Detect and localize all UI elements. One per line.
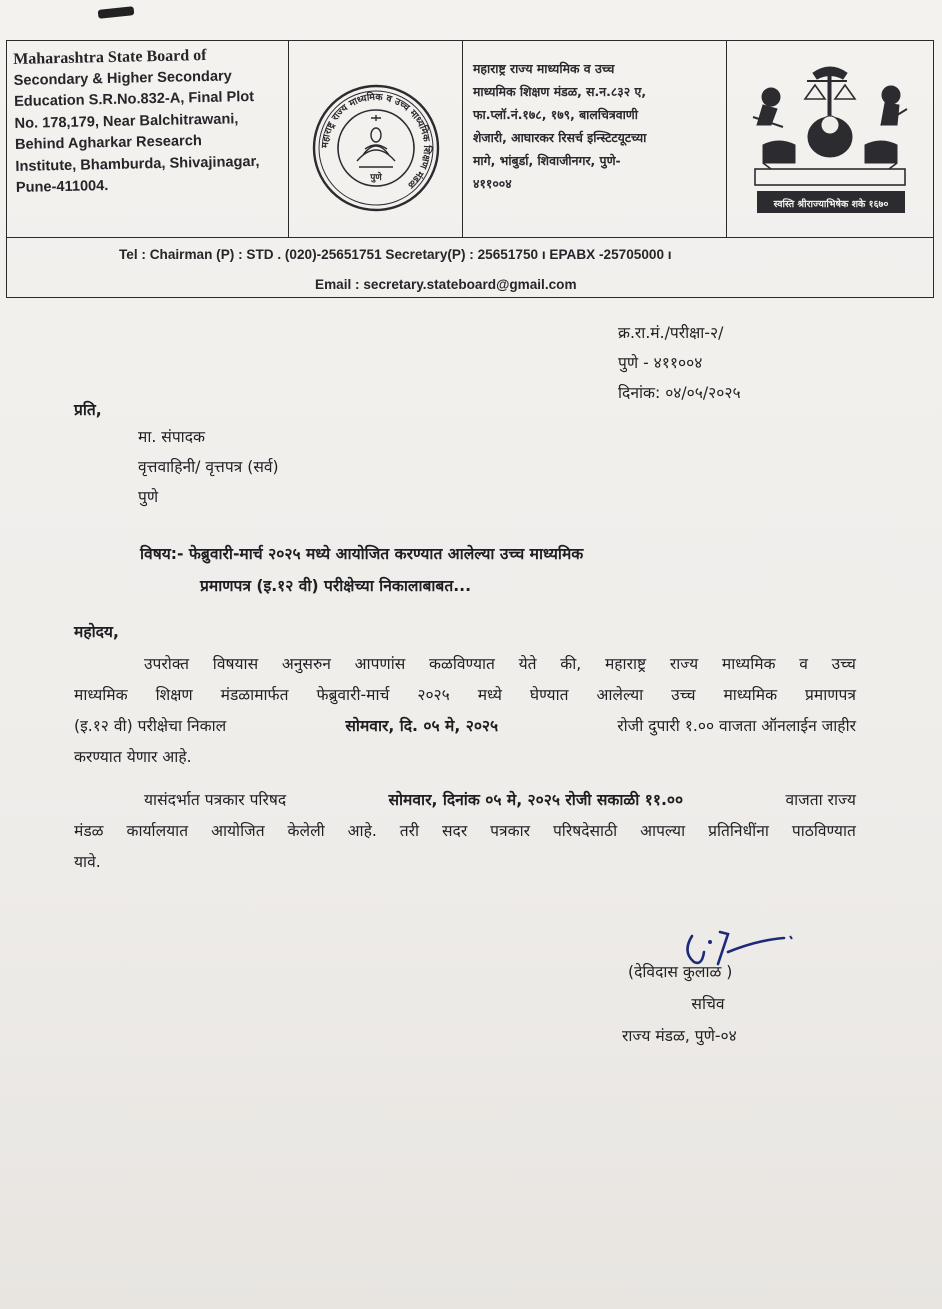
- word: तरी: [399, 822, 420, 840]
- word: पाठविण्यात: [791, 822, 856, 840]
- result-date-highlight: सोमवार, दि. ०५ मे, २०२५: [345, 717, 499, 735]
- word: मंडळामार्फत: [220, 686, 289, 704]
- reference-number: क्र.रा.मं./परीक्षा-२/: [618, 324, 724, 342]
- word: माध्यमिक: [723, 686, 778, 704]
- contact-row: [7, 239, 933, 297]
- word: माध्यमिक: [74, 686, 128, 704]
- paragraph-1: [74, 649, 856, 773]
- marathi-address-line: महाराष्ट्र राज्य माध्यमिक व उच्च: [473, 61, 615, 76]
- marathi-address: [473, 57, 723, 195]
- text-segment: यासंदर्भात पत्रकार परिषद: [144, 791, 287, 809]
- board-seal-icon: [311, 83, 441, 213]
- english-address-line: Behind Agharkar Research: [14, 133, 202, 153]
- paragraph-line: [74, 816, 856, 847]
- letterhead: [6, 40, 934, 298]
- paragraph-line: [74, 711, 856, 742]
- signatory-designation: सचिव: [691, 995, 725, 1013]
- word: उच्च: [831, 655, 856, 673]
- text-segment: यावे.: [74, 853, 101, 871]
- contact-email-line: Email : secretary.stateboard@gmail.com: [315, 277, 577, 292]
- word: की,: [560, 655, 582, 673]
- word: परिषदेसाठी: [552, 822, 618, 840]
- to-label: प्रति,: [74, 401, 102, 419]
- seal-ring-text: महाराष्ट्र राज्य माध्यमिक व उच्च माध्यमिक शिक्षण मंडळ: [319, 91, 433, 191]
- word: व: [799, 655, 808, 673]
- word: घेण्यात: [529, 686, 569, 704]
- letterhead-top-row: [7, 41, 933, 238]
- word: मंडळ: [74, 822, 104, 840]
- marathi-address-line: मागे, भांबुर्डा, शिवाजीनगर, पुणे-: [473, 153, 621, 168]
- reference-city: पुणे - ४११००४: [618, 354, 703, 372]
- recipient-block: [138, 422, 279, 512]
- salutation: महोदय,: [74, 623, 119, 641]
- english-address-line: Pune-411004.: [15, 178, 109, 196]
- recipient-line: पुणे: [138, 488, 159, 506]
- word: आलेल्या: [596, 686, 644, 704]
- word: कार्यालयात: [126, 822, 189, 840]
- emblem-cell: [727, 41, 933, 237]
- word: अनुसरुन: [281, 655, 331, 673]
- paragraph-line: [74, 680, 856, 711]
- word: सदर: [442, 822, 468, 840]
- word: फेब्रुवारी-मार्च: [316, 686, 390, 704]
- word: राज्य: [669, 655, 699, 673]
- english-address-line: Education S.R.No.832-A, Final Plot: [13, 88, 255, 110]
- emblem-banner-text: स्वस्ति श्रीराज्याभिषेक शके १६७०: [773, 199, 889, 210]
- marathi-address-line: माध्यमिक शिक्षण मंडळ, स.न.८३२ ए,: [473, 84, 647, 99]
- subject-line: विषय:- फेब्रुवारी-मार्च २०२५ मध्ये आयोजित करण्यात आलेल्या उच्च माध्यमिक: [140, 545, 584, 563]
- shivrajmudra-emblem-icon: [741, 59, 919, 221]
- english-address-cell: [7, 41, 289, 237]
- word: आहे.: [347, 822, 377, 840]
- word: आपणांस: [354, 655, 406, 673]
- text-segment: करण्यात येणार आहे.: [74, 748, 192, 766]
- word: मध्ये: [477, 686, 502, 704]
- seal-cell: [289, 41, 463, 237]
- word: प्रतिनिधींना: [708, 822, 769, 840]
- word: महाराष्ट्र: [604, 655, 647, 673]
- recipient-line: मा. संपादक: [138, 428, 205, 446]
- press-conference-highlight: सोमवार, दिनांक ०५ मे, २०२५ रोजी सकाळी ११.००: [388, 791, 684, 809]
- reference-block: [618, 318, 741, 408]
- word: पत्रकार: [490, 822, 531, 840]
- text-segment: रोजी दुपारी १.०० वाजता ऑनलाईन जाहीर: [617, 717, 856, 735]
- word: उच्च: [671, 686, 696, 704]
- subject-line: प्रमाणपत्र (इ.१२ वी) परीक्षेच्या निकालाबाबत...: [200, 577, 471, 595]
- recipient-line: वृत्तवाहिनी/ वृत्तपत्र (सर्व): [138, 458, 279, 476]
- seal-center-text: पुणे: [370, 173, 382, 183]
- english-address-line: Maharashtra State Board of: [13, 46, 207, 68]
- paragraph-line: [74, 785, 856, 816]
- marathi-address-line: फा.प्लॉ.नं.१७८, १७९, बालचित्रवाणी: [473, 107, 638, 122]
- contact-phone-line: Tel : Chairman (P) : STD . (020)-25651751 Secretary(P) : 25651750 ı EPABX -25705000 ı: [119, 247, 672, 262]
- english-address-line: Institute, Bhamburda, Shivajinagar,: [15, 153, 260, 175]
- word: कळविण्यात: [429, 655, 495, 673]
- paragraph-2: [74, 785, 856, 878]
- word: उपरोक्त: [144, 655, 190, 673]
- text-segment: वाजता राज्य: [785, 791, 856, 809]
- word: शिक्षण: [155, 686, 193, 704]
- marathi-address-line: ४११००४: [473, 176, 512, 191]
- signatory-block: [618, 956, 798, 1052]
- word: आयोजित: [211, 822, 265, 840]
- marathi-address-line: शेजारी, आघारकर रिसर्च इन्स्टिटयूटच्या: [473, 130, 647, 145]
- english-address-line: No. 178,179, Near Balchitrawani,: [14, 110, 239, 132]
- english-address-line: Secondary & Higher Secondary: [13, 67, 232, 89]
- english-address: [13, 43, 288, 199]
- word: आपल्या: [640, 822, 686, 840]
- ink-mark: [98, 6, 135, 19]
- word: प्रमाणपत्र: [805, 686, 856, 704]
- paragraph-line: [74, 649, 856, 680]
- marathi-address-cell: [463, 41, 727, 237]
- word: २०२५: [417, 686, 450, 704]
- subject-block: [140, 538, 583, 602]
- text-segment: (इ.१२ वी) परीक्षेचा निकाल: [74, 717, 227, 735]
- reference-date: दिनांक: ०४/०५/२०२५: [618, 384, 741, 402]
- word: माध्यमिक: [721, 655, 776, 673]
- signatory-name: (देविदास कुलाळ ): [628, 963, 733, 981]
- paragraph-line: [74, 847, 856, 878]
- word: केलेली: [287, 822, 325, 840]
- signatory-office: राज्य मंडळ, पुणे-०४: [622, 1027, 737, 1045]
- paragraph-line: [74, 742, 856, 773]
- word: येते: [518, 655, 537, 673]
- word: विषयास: [212, 655, 259, 673]
